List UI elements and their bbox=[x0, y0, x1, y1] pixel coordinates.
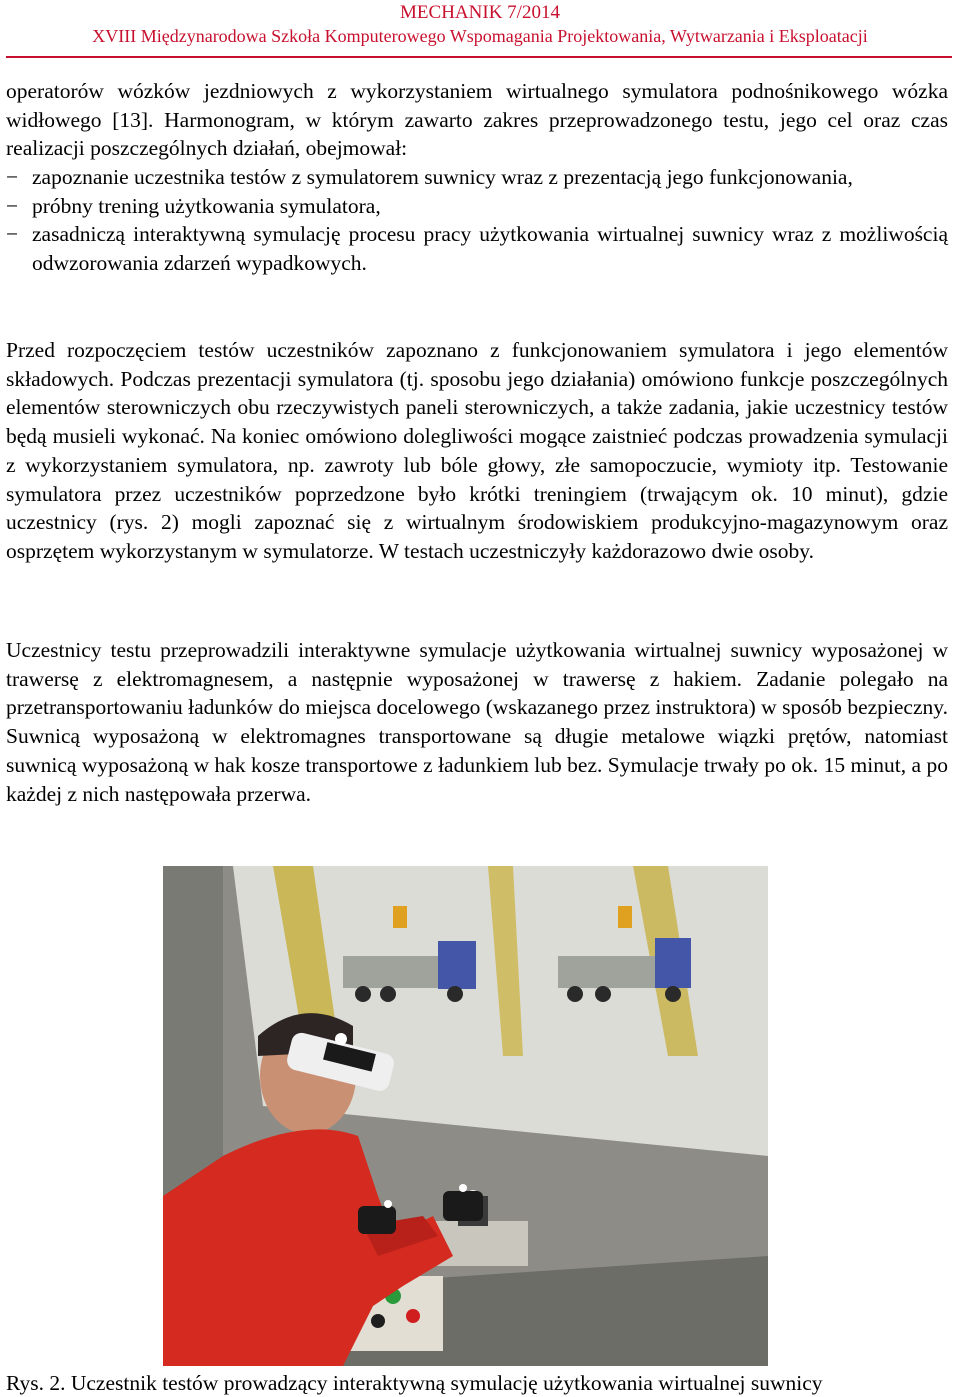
conference-title: XVIII Międzynarodowa Szkoła Komputerowego Wspomagania Projektowania, Wytwarzania i Eksploatacji bbox=[92, 26, 868, 46]
list-marker: − bbox=[6, 165, 19, 189]
list-item-text: zapoznanie uczestnika testów z symulatorem suwnicy wraz z prezentacją jego funkcjonowania, bbox=[32, 165, 853, 189]
header-divider bbox=[6, 56, 952, 58]
list-marker: − bbox=[6, 222, 19, 247]
page-header bbox=[0, 2, 960, 48]
paragraph-preparation: Przed rozpoczęciem testów uczestników zapoznano z funkcjonowaniem symulatora i jego elementów składowych. Podczas prezentacji symulatora (tj. sposobu jego działania) omówiono funkcje poszczególnych elementów sterowniczych obu rzeczywistych paneli sterowniczych, a także zadania, jakie uczestnicy testów będą musieli wykonać. Na koniec omówiono dolegliwości mogące zaistnieć podczas prowadzenia symulacji z wykorzystaniem symulatora, np. zawroty lub bóle głowy, złe samopoczucie, wymioty itp. Testowanie symulatora przez uczestników poprzedzone było krótki treningiem (trwającym ok. 10 minut), gdzie uczestnicy (rys. 2) mogli zapoznać się z wirtualnym środowiskiem produkcyjno-magazynowym oraz osprzętem wykorzystanym w symulatorze. W testach uczestniczyły każdorazowo dwie osoby. bbox=[6, 338, 948, 563]
simulator-photo-illustration bbox=[163, 866, 768, 1366]
figure-caption: Rys. 2. Uczestnik testów prowadzący interaktywną symulację użytkowania wirtualnej suwnicy bbox=[6, 1371, 823, 1395]
schedule-list bbox=[6, 163, 948, 278]
list-item bbox=[6, 163, 948, 192]
crane-hook-right bbox=[618, 906, 632, 928]
list-item-text: zasadniczą interaktywną symulację procesu pracy użytkowania wirtualnej suwnicy wraz z możliwością odwzorowania zdarzeń wypadkowych. bbox=[32, 222, 948, 276]
list-item-text: próbny trening użytkowania symulatora, bbox=[32, 193, 381, 218]
list-item bbox=[6, 192, 948, 221]
figure-photo bbox=[163, 866, 768, 1366]
paragraph-simulation: Uczestnicy testu przeprowadzili interaktywne symulacje użytkowania wirtualnej suwnicy wyposażonej w trawersę z elektromagnesem, a następnie wyposażonej w trawersę z hakiem. Zadanie polegało na przetransportowaniu ładunków do miejsca docelowego (wskazanego przez instruktora) w sposób bezpieczny. Suwnicą wyposażoną w elektromagnes transportowane są długie metalowe wiązki prętów, natomiast suwnicą wyposażoną w hak kosze transportowe z ładunkiem lub bez. Symulacje trwały po ok. 15 minut, a po każdej z nich następowała przerwa. bbox=[6, 638, 948, 806]
crane-hook-left bbox=[393, 906, 407, 928]
intro-paragraph: operatorów wózków jezdniowych z wykorzystaniem wirtualnego symulatora podnośnikowego wózka widłowego [13]. Harmonogram, w którym zawarto zakres przeprowadzonego testu, jego cel oraz czas realizacji poszczególnych działań, obejmował: bbox=[6, 79, 948, 161]
list-marker: − bbox=[6, 193, 19, 218]
journal-title: MECHANIK 7/2014 bbox=[400, 2, 560, 23]
list-item bbox=[6, 220, 948, 277]
